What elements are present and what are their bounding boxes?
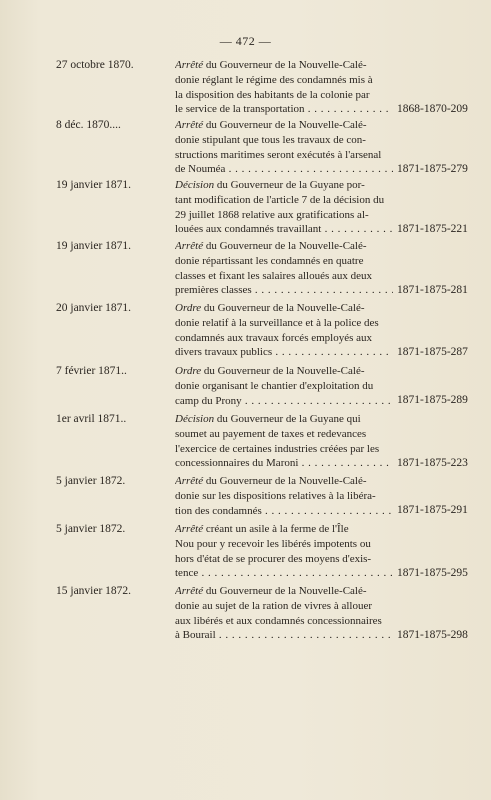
entry-reference: 1871-1875-281 (397, 284, 468, 296)
entry-date: 19 janvier 1871. (56, 179, 132, 191)
entry-reference: 1871-1875-221 (397, 223, 468, 235)
entry-text: Arrêté du Gouverneur de la Nouvelle-Calé- donie au sujet de la ration de vivres à allouer aux libérés et aux condamnés concessionnaires à Bourail . . . (175, 584, 393, 643)
entry-kind: Arrêté (175, 585, 204, 597)
entry-text: Arrêté créant un asile à la ferme de l'Île Nou pour y recevoir les libérés impotents ou hors d'état de se procurer des moyens d'exis- tence . . . (175, 522, 393, 581)
entry-reference: 1871-1875-287 (397, 346, 468, 358)
entry-text: Ordre du Gouverneur de la Nouvelle-Calé- donie organisant le chantier d'exploitation du camp du Prony . . . (175, 364, 393, 408)
entry-reference: 1868-1870-209 (397, 103, 468, 115)
entry-kind: Décision (175, 179, 215, 191)
entry-reference: 1871-1875-295 (397, 567, 468, 579)
entry (0, 520, 491, 582)
entry-text: Décision du Gouverneur de la Guyane por- tant modification de l'article 7 de la décision du 29 juillet 1868 relative aux gratifications al- louées aux condamnés travaillant . . . (175, 178, 393, 237)
entry-date: 7 février 1871.. (56, 365, 127, 377)
entry-date: 27 octobre 1870. (56, 59, 134, 71)
entry-reference: 1871-1875-289 (397, 394, 468, 406)
page-number: — 472 — (219, 34, 272, 48)
entry (0, 176, 491, 238)
entry-date: 20 janvier 1871. (56, 302, 132, 314)
entry-kind: Ordre (175, 302, 202, 314)
entry-reference: 1871-1875-223 (397, 457, 468, 469)
entry-kind: Arrêté (175, 119, 204, 131)
entry-text: Ordre du Gouverneur de la Nouvelle-Calé- donie relatif à la surveillance et à la police des condamnés aux travaux forcés employés aux divers travaux publics . . . (175, 301, 393, 360)
entry-kind: Arrêté (175, 59, 204, 71)
entry-text: Arrêté du Gouverneur de la Nouvelle-Calé- donie sur les dispositions relatives à la libéra- tion des condamnés . . . (175, 474, 393, 518)
entry-reference: 1871-1875-298 (397, 629, 468, 641)
entry-date: 1er avril 1871.. (56, 413, 127, 425)
entry (0, 116, 491, 178)
entry-date: 19 janvier 1871. (56, 240, 132, 252)
entry (0, 410, 491, 472)
entry-reference: 1871-1875-291 (397, 504, 468, 516)
entry (0, 299, 491, 361)
entry-kind: Arrêté (175, 240, 204, 252)
entry-date: 5 janvier 1872. (56, 523, 126, 535)
entry-text: Arrêté du Gouverneur de la Nouvelle-Calé- donie réglant le régime des condamnés mis à la disposition des habitants de la colonie par le service de la transportation . . . (175, 58, 393, 117)
entry-kind: Arrêté (175, 475, 204, 487)
entry-text: Décision du Gouverneur de la Guyane qui soumet au payement de taxes et redevances l'exercice de certaines industries créées par les concessionnaires du Maroni . . . (175, 412, 393, 471)
entry (0, 582, 491, 644)
entry-text: Arrêté du Gouverneur de la Nouvelle-Calé- donie répartissant les condamnés en quatre classes et fixant les salaires alloués aux deux premières classes . . . (175, 239, 393, 298)
entry-reference: 1871-1875-279 (397, 163, 468, 175)
entry-kind: Arrêté (175, 523, 204, 535)
entry (0, 237, 491, 299)
entry-kind: Décision (175, 413, 215, 425)
entry-kind: Ordre (175, 365, 202, 377)
entry (0, 56, 491, 118)
entry-date: 5 janvier 1872. (56, 475, 126, 487)
entry-date: 15 janvier 1872. (56, 585, 132, 597)
entry-date: 8 déc. 1870.... (56, 119, 121, 131)
entry-text: Arrêté du Gouverneur de la Nouvelle-Calé- donie stipulant que tous les travaux de con- structions maritimes seront exécutés à l'arsenal de Nouméa . . . (175, 118, 393, 177)
